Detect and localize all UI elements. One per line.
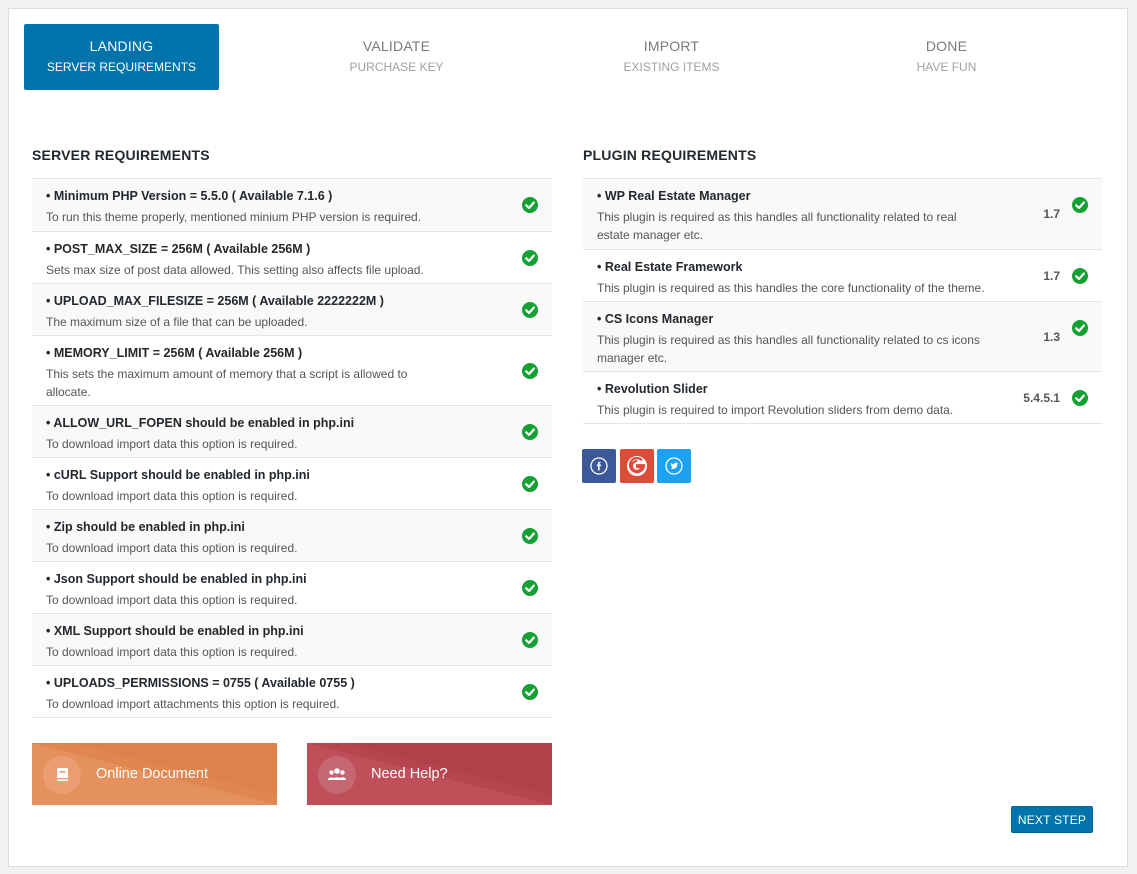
step-done[interactable] (849, 24, 1044, 90)
online-document-button[interactable] (32, 743, 277, 805)
plugin-desc: This plugin is required as this handles the core functionality of the theme. (597, 281, 985, 295)
requirement-desc: This sets the maximum amount of memory that a script is allowed to allocate. (46, 367, 408, 399)
table-row (583, 372, 1102, 424)
plugin-version: 5.4.5.1 (1023, 390, 1060, 405)
plugin-desc: This plugin is required to import Revolution sliders from demo data. (597, 403, 954, 417)
requirement-name: • UPLOAD_MAX_FILESIZE = 256M ( Available 2222222M ) (46, 294, 384, 308)
requirement-name: • Zip should be enabled in php.ini (46, 520, 245, 534)
check-icon (522, 250, 538, 266)
requirement-name: • POST_MAX_SIZE = 256M ( Available 256M ) (46, 242, 311, 256)
plugin-version: 1.7 (1043, 268, 1060, 283)
requirement-desc: To download import attachments this option is required. (46, 697, 340, 711)
table-row (32, 284, 552, 336)
requirement-desc: The maximum size of a file that can be uploaded. (46, 315, 308, 329)
check-icon (522, 363, 538, 379)
requirement-desc: To download import data this option is required. (46, 489, 298, 503)
plugin-desc: This plugin is required as this handles all functionality related to cs icons manager etc. (597, 333, 980, 365)
wizard-steps (23, 24, 1123, 90)
table-row (32, 232, 552, 284)
plugin-name: • CS Icons Manager (597, 312, 714, 326)
check-icon (522, 302, 538, 318)
requirement-desc: Sets max size of post data allowed. This setting also affects file upload. (46, 263, 424, 277)
step-validate[interactable] (299, 24, 494, 90)
plugin-version: 1.7 (1043, 207, 1060, 221)
requirement-name: • Minimum PHP Version = 5.5.0 ( Available 7.1.6 ) (46, 189, 333, 203)
table-row (32, 614, 552, 666)
plugin-requirements-title: PLUGIN REQUIREMENTS (583, 147, 757, 163)
check-icon (1072, 268, 1088, 284)
requirement-desc: To run this theme properly, mentioned minium PHP version is required. (46, 210, 422, 224)
table-row (583, 179, 1102, 250)
plugin-version: 1.3 (1043, 329, 1060, 344)
table-row (32, 666, 552, 718)
facebook-icon[interactable] (582, 449, 616, 483)
plugin-desc: This plugin is required as this handles all functionality related to real estate manager etc. (597, 210, 957, 242)
step-title: IMPORT (643, 38, 700, 54)
server-requirements-title: SERVER REQUIREMENTS (32, 147, 210, 163)
check-icon (1072, 390, 1088, 406)
table-row (32, 179, 552, 232)
check-icon (522, 197, 538, 213)
plugin-name: • Real Estate Framework (597, 260, 743, 274)
plugin-name: • Revolution Slider (597, 382, 708, 396)
step-import[interactable] (574, 24, 769, 90)
table-row (583, 302, 1102, 372)
step-title: DONE (925, 38, 968, 54)
requirement-desc: To download import data this option is required. (46, 437, 298, 451)
step-subtitle: EXISTING ITEMS (623, 60, 720, 74)
check-icon (1072, 197, 1088, 213)
check-icon (522, 424, 538, 440)
next-step-button[interactable]: NEXT STEP (1011, 806, 1093, 833)
check-icon (522, 580, 538, 596)
requirement-name: • cURL Support should be enabled in php.ini (46, 468, 310, 482)
step-landing[interactable] (24, 24, 219, 90)
google-icon[interactable] (620, 449, 654, 483)
step-subtitle: PURCHASE KEY (349, 60, 444, 74)
table-row (32, 458, 552, 510)
check-icon (522, 476, 538, 492)
plugin-requirements-list (583, 178, 1102, 424)
requirement-name: • XML Support should be enabled in php.ini (46, 624, 304, 638)
requirement-desc: To download import data this option is required. (46, 593, 298, 607)
need-help-button[interactable] (307, 743, 552, 805)
requirement-desc: To download import data this option is required. (46, 541, 298, 555)
requirement-name: • ALLOW_URL_FOPEN should be enabled in php.ini (46, 416, 355, 430)
step-subtitle: SERVER REQUIREMENTS (46, 60, 197, 74)
need-help-label: Need Help? (371, 766, 448, 782)
check-icon (522, 632, 538, 648)
step-title: LANDING (89, 38, 154, 54)
plugin-name: • WP Real Estate Manager (597, 189, 751, 203)
requirement-name: • Json Support should be enabled in php.ini (46, 572, 307, 586)
step-title: VALIDATE (362, 38, 431, 54)
table-row (32, 562, 552, 614)
check-icon (522, 684, 538, 700)
users-icon (318, 756, 356, 794)
book-icon (43, 756, 81, 794)
check-icon (1072, 320, 1088, 336)
table-row (583, 250, 1102, 302)
table-row (32, 336, 552, 406)
table-row (32, 510, 552, 562)
server-requirements-list (32, 178, 552, 718)
table-row (32, 406, 552, 458)
twitter-icon[interactable] (657, 449, 691, 483)
requirement-desc: To download import data this option is required. (46, 645, 298, 659)
requirement-name: • MEMORY_LIMIT = 256M ( Available 256M ) (46, 346, 303, 360)
online-document-label: Online Document (96, 766, 209, 782)
requirement-name: • UPLOADS_PERMISSIONS = 0755 ( Available 0755 ) (46, 676, 355, 690)
check-icon (522, 528, 538, 544)
step-subtitle: HAVE FUN (916, 60, 977, 74)
